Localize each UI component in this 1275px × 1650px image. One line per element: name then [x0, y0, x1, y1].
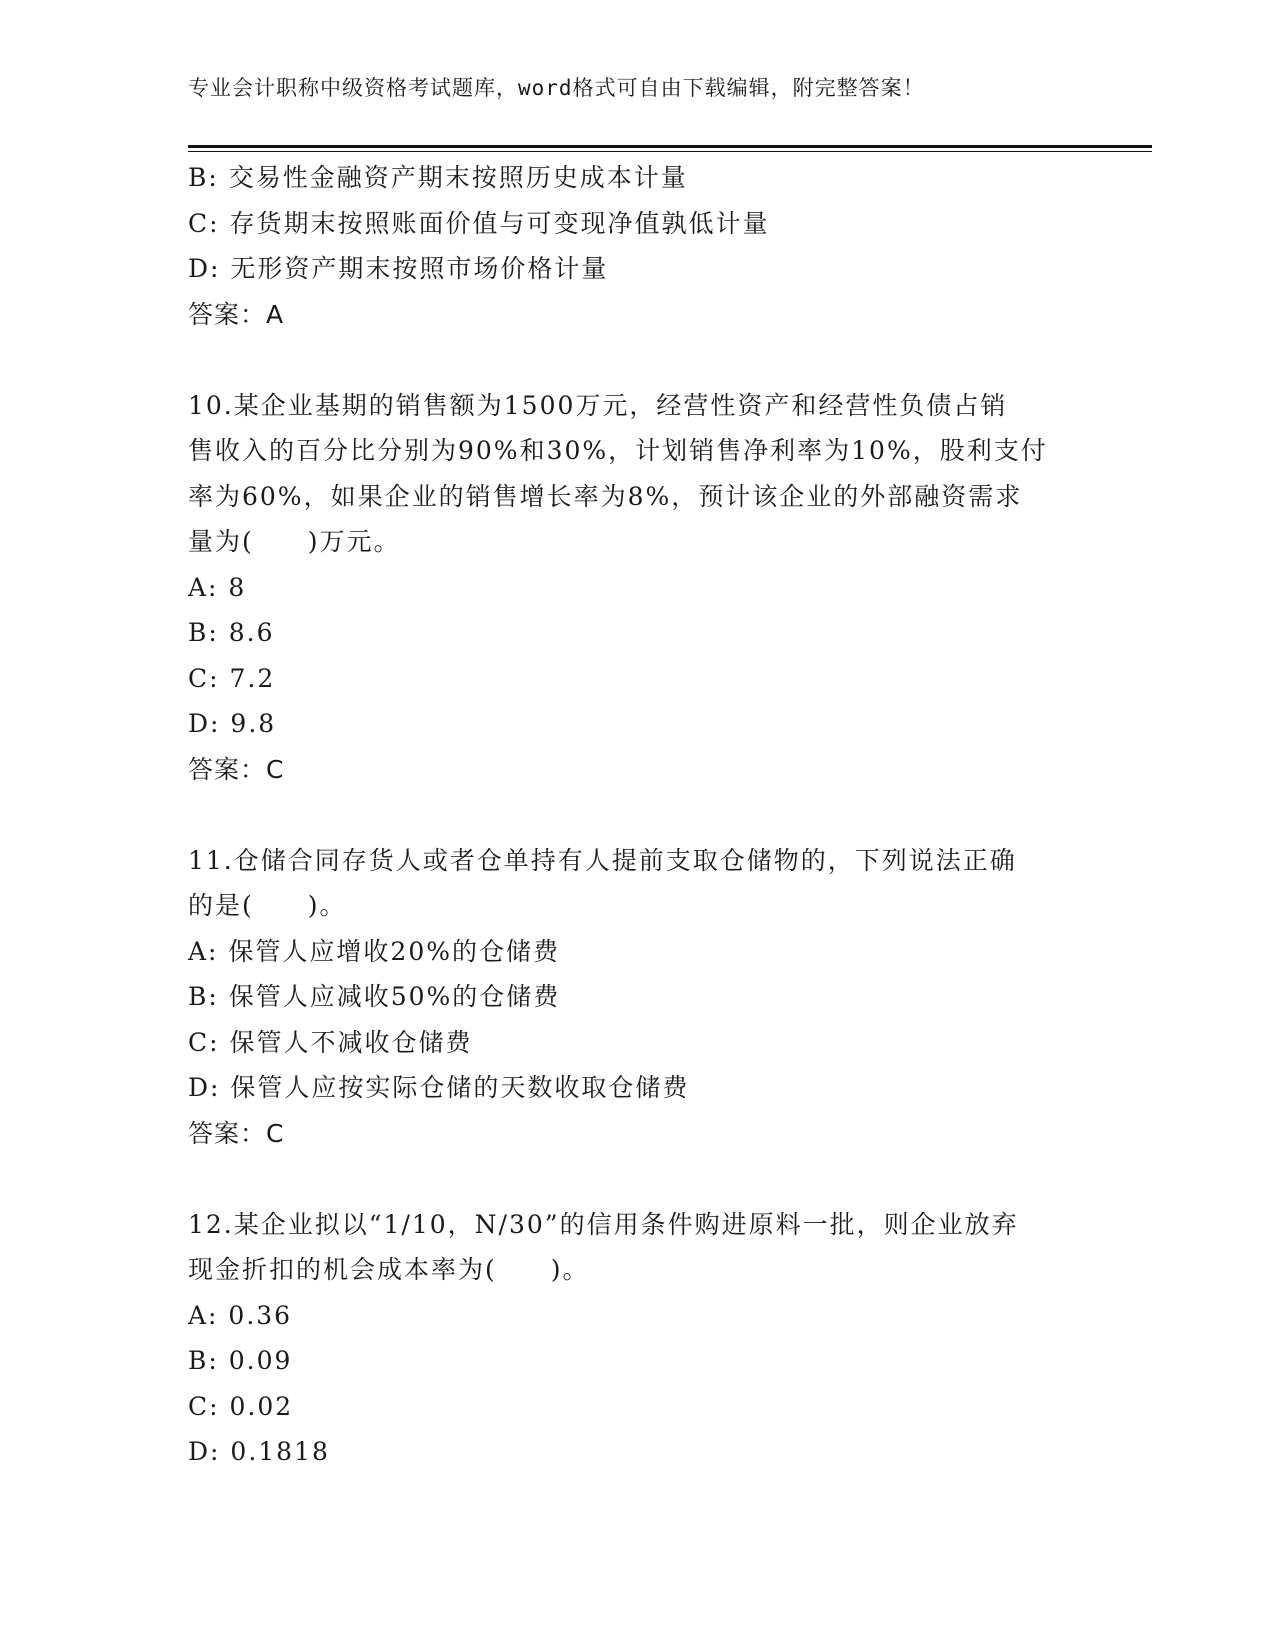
page-header: 专业会计职称中级资格考试题库，word格式可自由下载编辑，附完整答案！	[188, 76, 925, 100]
answer: 答案：C	[188, 754, 285, 784]
option-c: C: 7.2	[188, 663, 276, 693]
exam-content	[188, 155, 1088, 1475]
question-9-continued	[188, 155, 1088, 337]
option-d: D: 9.8	[188, 709, 277, 738]
option-c: C: 0.02	[188, 1391, 294, 1421]
question-10	[188, 383, 1088, 793]
option-d: D: 0.1818	[188, 1437, 330, 1466]
question-stem-line: 量为( )万元。	[188, 527, 401, 556]
question-stem-line: 现金折扣的机会成本率为( )。	[188, 1255, 590, 1284]
question-stem-line: 10.某企业基期的销售额为1500万元，经营性资产和经营性负债占销	[188, 390, 1008, 420]
option-a: A: 8	[188, 572, 247, 602]
question-stem-line: 12.某企业拟以“1/10，N/30”的信用条件购进原料一批，则企业放弃	[188, 1209, 1019, 1239]
option-d: D: 无形资产期末按照市场价格计量	[188, 254, 609, 283]
option-b: B: 保管人应减收50%的仓储费	[188, 982, 561, 1011]
spacer	[188, 792, 1088, 838]
option-b: B: 0.09	[188, 1346, 293, 1375]
question-stem-line: 售收入的百分比分别为90%和30%，计划销售净利率为10%，股利支付	[188, 436, 1048, 465]
answer: 答案：C	[188, 1118, 285, 1148]
header-rule-thick	[188, 145, 1152, 148]
option-b: B: 交易性金融资产期末按照历史成本计量	[188, 163, 688, 192]
option-c: C: 存货期末按照账面价值与可变现净值孰低计量	[188, 208, 770, 238]
spacer	[188, 1156, 1088, 1202]
question-11	[188, 838, 1088, 1157]
option-d: D: 保管人应按实际仓储的天数收取仓储费	[188, 1073, 690, 1102]
option-a: A: 0.36	[188, 1300, 293, 1330]
option-c: C: 保管人不减收仓储费	[188, 1027, 473, 1057]
option-b: B: 8.6	[188, 618, 275, 647]
spacer	[188, 337, 1088, 383]
answer: 答案：A	[188, 299, 285, 329]
header-rule-thin	[188, 151, 1152, 152]
question-stem-line: 率为60%，如果企业的销售增长率为8%，预计该企业的外部融资需求	[188, 481, 1023, 511]
question-12	[188, 1202, 1088, 1475]
question-stem-line: 11.仓储合同存货人或者仓单持有人提前支取仓储物的，下列说法正确	[188, 845, 1017, 875]
option-a: A: 保管人应增收20%的仓储费	[188, 936, 560, 966]
question-stem-line: 的是( )。	[188, 891, 347, 920]
